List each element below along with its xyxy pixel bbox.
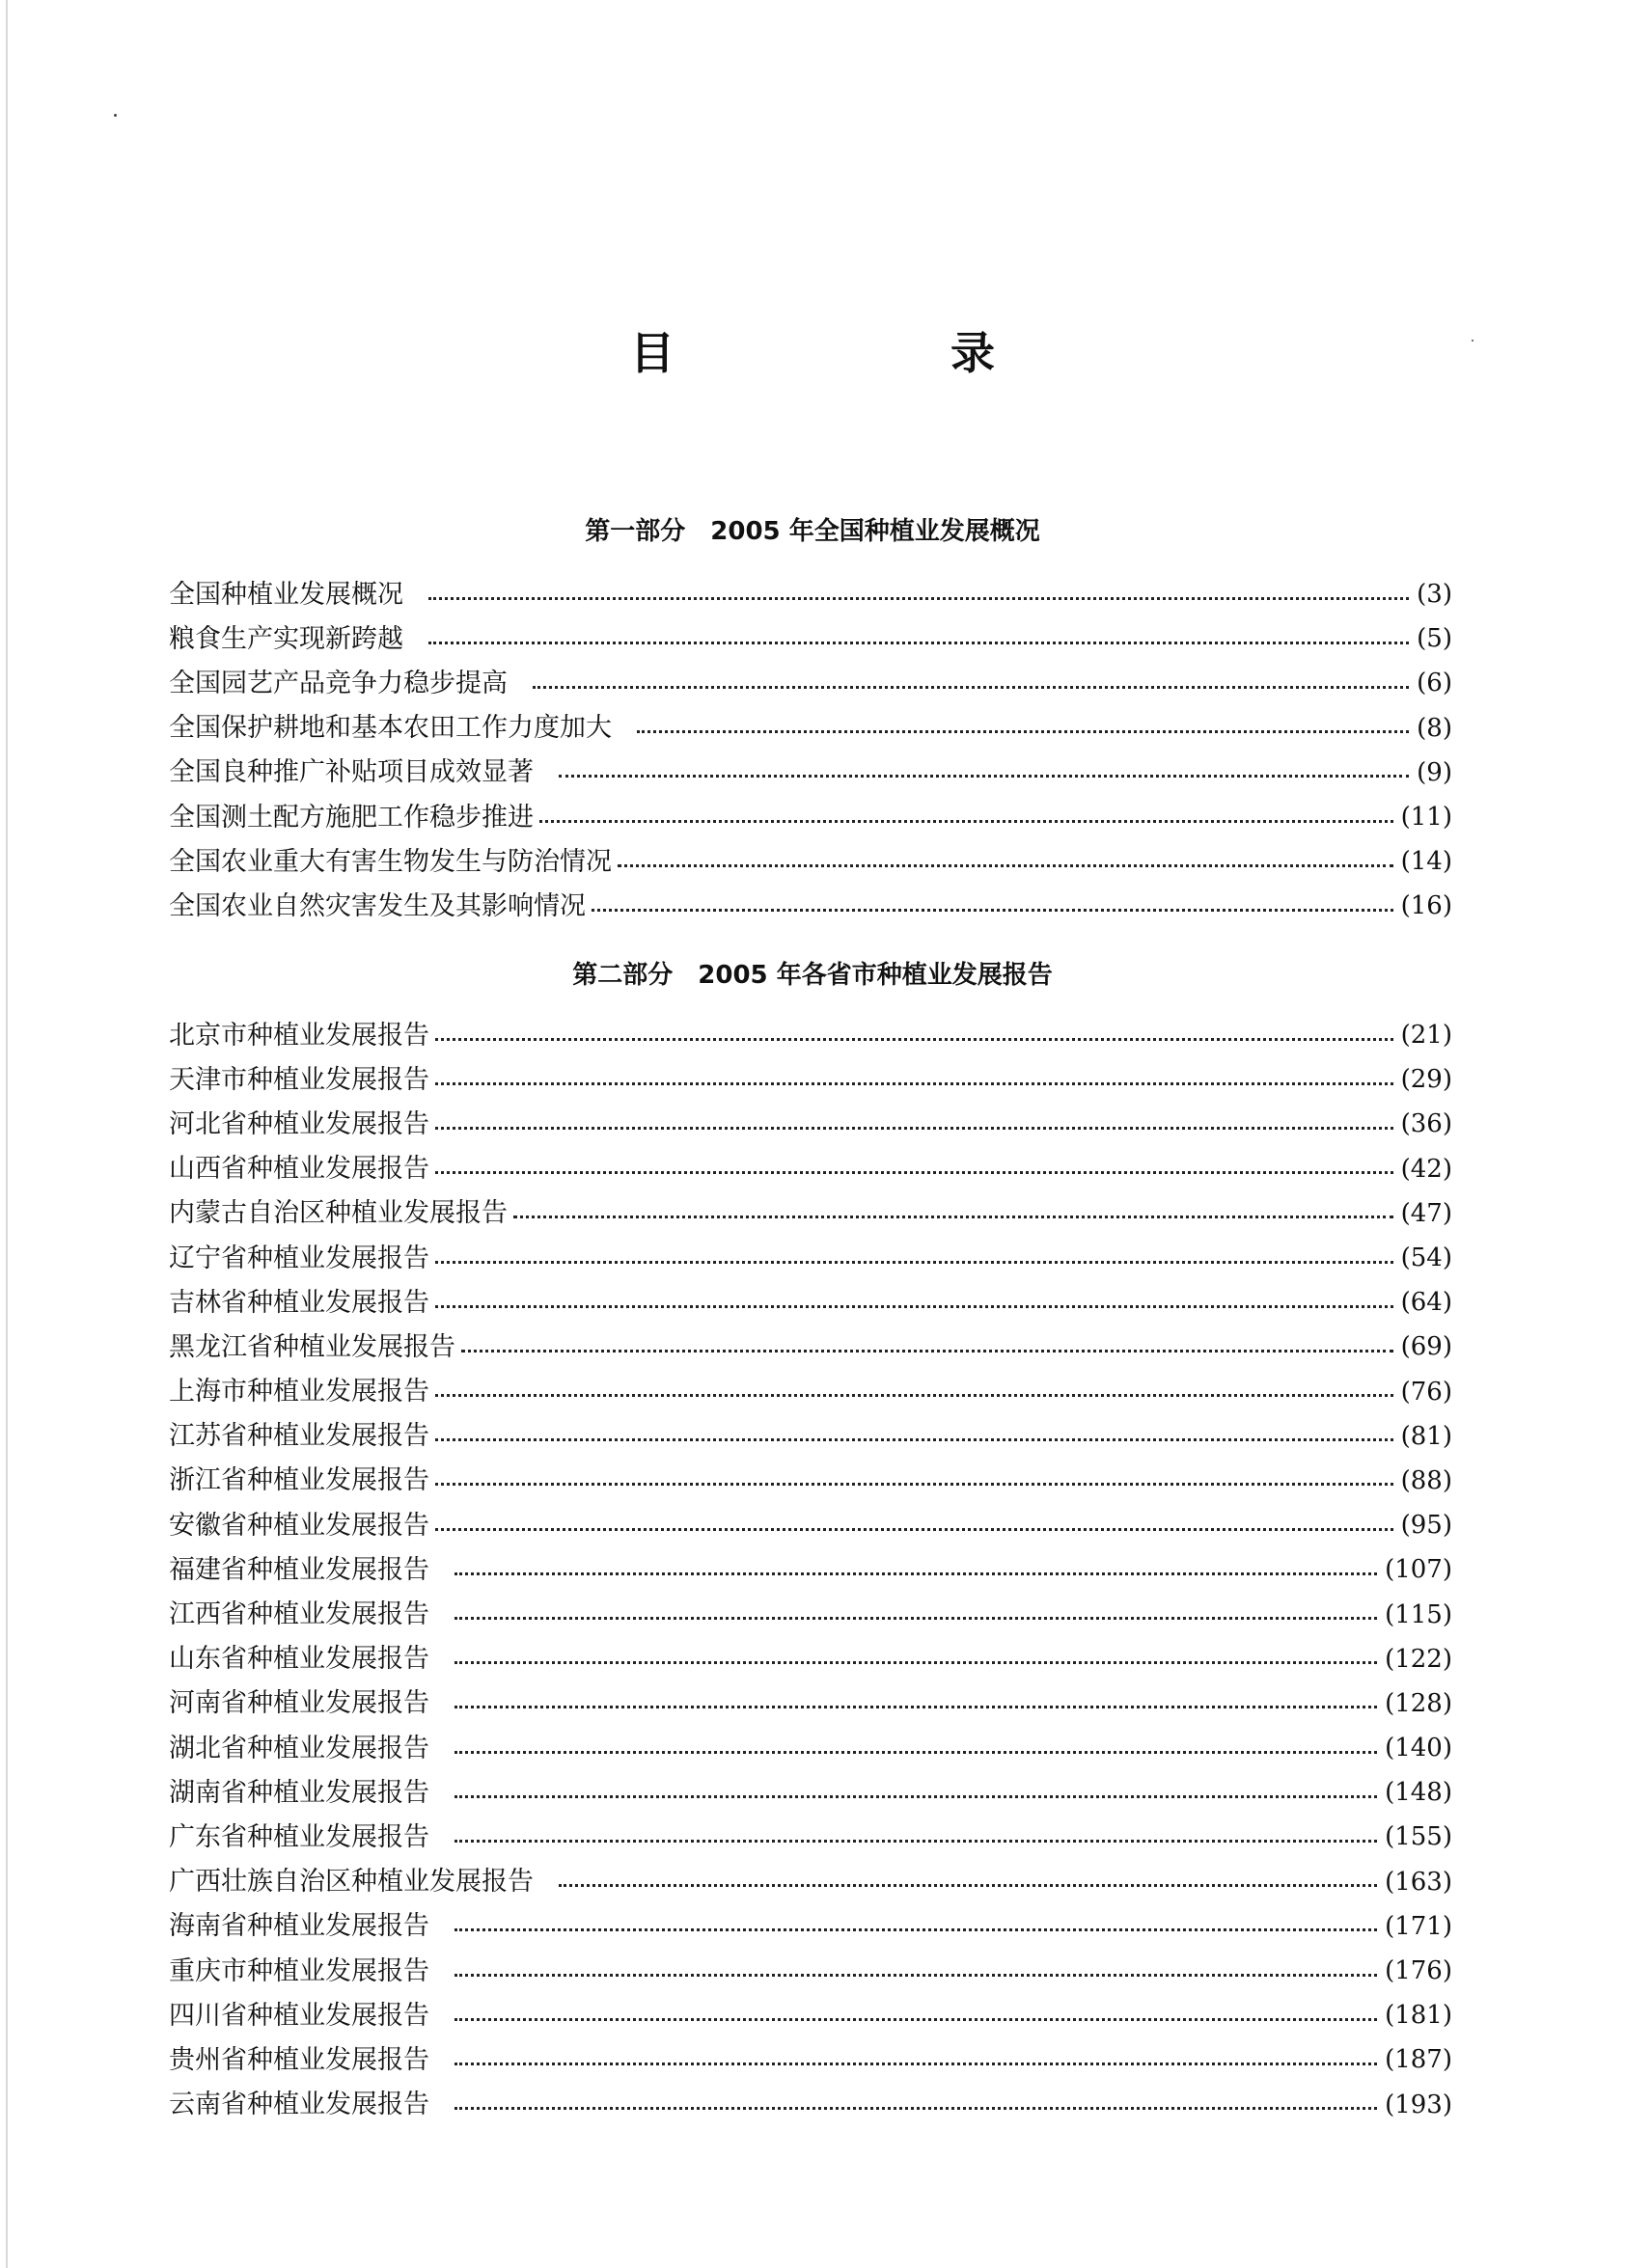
toc-entry-page: (107) bbox=[1385, 1555, 1452, 1585]
toc-entry-title: 吉林省种植业发展报告 bbox=[169, 1287, 429, 1318]
toc-dot-leader bbox=[428, 642, 1409, 644]
toc-entry-page: (42) bbox=[1400, 1154, 1452, 1184]
toc-dot-leader bbox=[435, 1394, 1393, 1397]
toc-entry bbox=[169, 1592, 1452, 1636]
toc-entry bbox=[169, 1503, 1452, 1547]
toc-entry-title: 全国测土配方施肥工作稳步推进 bbox=[169, 802, 534, 833]
toc-entry-page: (81) bbox=[1400, 1421, 1452, 1451]
toc-entry bbox=[169, 2037, 1452, 2082]
toc-dot-leader bbox=[435, 1305, 1393, 1308]
toc-entry-title: 内蒙古自治区种植业发展报告 bbox=[169, 1198, 508, 1229]
toc-entry-title: 全国农业重大有害生物发生与防治情况 bbox=[169, 846, 612, 877]
toc-entry-page: (140) bbox=[1385, 1734, 1452, 1763]
toc-entry bbox=[169, 1815, 1452, 1859]
toc-dot-leader bbox=[454, 1661, 1377, 1664]
toc-dot-leader bbox=[454, 1706, 1377, 1708]
toc-entry-title: 河北省种植业发展报告 bbox=[169, 1108, 429, 1139]
toc-entry-page: (8) bbox=[1417, 713, 1452, 743]
toc-entry-title: 山西省种植业发展报告 bbox=[169, 1154, 429, 1185]
toc-entry-title: 福建省种植业发展报告 bbox=[169, 1554, 429, 1585]
toc-entry-page: (163) bbox=[1385, 1867, 1452, 1897]
toc-dot-leader bbox=[559, 1884, 1377, 1887]
toc-entry bbox=[169, 1325, 1452, 1369]
toc-entry bbox=[169, 1057, 1452, 1102]
toc-entry-page: (88) bbox=[1400, 1465, 1452, 1495]
toc-entry-page: (187) bbox=[1385, 2045, 1452, 2075]
toc-entry-page: (14) bbox=[1400, 847, 1452, 877]
toc-entry-title: 全国园艺产品竞争力稳步提高 bbox=[169, 668, 508, 698]
toc-entry-title: 江苏省种植业发展报告 bbox=[169, 1421, 429, 1452]
toc-entry-page: (5) bbox=[1417, 624, 1452, 654]
toc-dot-leader bbox=[454, 2018, 1377, 2021]
toc-entry-title: 北京市种植业发展报告 bbox=[169, 1020, 429, 1051]
toc-entry bbox=[169, 1459, 1452, 1503]
toc-entry-title: 全国保护耕地和基本农田工作力度加大 bbox=[169, 713, 612, 744]
toc-dot-leader bbox=[435, 1438, 1393, 1441]
toc-dot-leader bbox=[428, 597, 1409, 600]
toc-dot-leader bbox=[435, 1261, 1393, 1264]
toc-entry bbox=[169, 1280, 1452, 1325]
toc-entry-page: (36) bbox=[1400, 1109, 1452, 1139]
toc-entry-page: (29) bbox=[1400, 1065, 1452, 1095]
toc-dot-leader bbox=[454, 1751, 1377, 1754]
toc-dot-leader bbox=[435, 1483, 1393, 1486]
toc-dot-leader bbox=[618, 864, 1393, 867]
toc-entry-page: (11) bbox=[1400, 803, 1452, 833]
toc-entry-page: (176) bbox=[1385, 1956, 1452, 1986]
toc-entry bbox=[169, 1904, 1452, 1949]
toc-entry-page: (6) bbox=[1417, 669, 1452, 698]
toc-entry-title: 云南省种植业发展报告 bbox=[169, 2090, 429, 2120]
toc-entry-page: (171) bbox=[1385, 1911, 1452, 1941]
toc-entry bbox=[169, 616, 1452, 661]
toc-dot-leader bbox=[533, 686, 1409, 689]
toc-entry-title: 重庆市种植业发展报告 bbox=[169, 1955, 429, 1986]
toc-entry-title: 辽宁省种植业发展报告 bbox=[169, 1243, 429, 1273]
toc-entry bbox=[169, 1949, 1452, 1993]
toc-entry bbox=[169, 1013, 1452, 1057]
toc-entry bbox=[169, 1191, 1452, 1236]
toc-entry-page: (76) bbox=[1400, 1377, 1452, 1407]
toc-dot-leader bbox=[454, 1974, 1377, 1977]
toc-entry bbox=[169, 1547, 1452, 1592]
toc-entry-title: 天津市种植业发展报告 bbox=[169, 1064, 429, 1095]
toc-entry-title: 浙江省种植业发展报告 bbox=[169, 1465, 429, 1496]
toc-entry bbox=[169, 751, 1452, 795]
page-title: 目 录 bbox=[630, 327, 1111, 379]
scan-speck bbox=[114, 114, 117, 117]
toc-entry bbox=[169, 1236, 1452, 1280]
toc-entry-title: 上海市种植业发展报告 bbox=[169, 1377, 429, 1407]
toc-entry-page: (69) bbox=[1400, 1332, 1452, 1362]
toc-entry-page: (3) bbox=[1417, 580, 1452, 610]
toc-entry-page: (193) bbox=[1385, 2090, 1452, 2119]
toc-entry bbox=[169, 1637, 1452, 1681]
toc-dot-leader bbox=[539, 820, 1393, 823]
toc-entry-page: (115) bbox=[1385, 1599, 1452, 1629]
toc-dot-leader bbox=[513, 1216, 1393, 1218]
toc-entry bbox=[169, 1370, 1452, 1414]
toc-entry bbox=[169, 572, 1452, 616]
part2-heading: 第二部分 2005 年各省市种植业发展报告 bbox=[572, 961, 1053, 990]
toc-entry-page: (148) bbox=[1385, 1778, 1452, 1808]
toc-entry bbox=[169, 839, 1452, 884]
toc-entry-title: 全国种植业发展概况 bbox=[169, 579, 403, 610]
toc-entry bbox=[169, 884, 1452, 928]
toc-entry-title: 湖南省种植业发展报告 bbox=[169, 1777, 429, 1808]
toc-entry-page: (181) bbox=[1385, 2001, 1452, 2031]
part1-heading: 第一部分 2005 年全国种植业发展概况 bbox=[585, 517, 1040, 546]
toc-entry bbox=[169, 2083, 1452, 2127]
toc-entry bbox=[169, 1770, 1452, 1815]
toc-dot-leader bbox=[454, 1572, 1377, 1575]
toc-entry-page: (47) bbox=[1400, 1198, 1452, 1228]
toc-entry-title: 全国良种推广补贴项目成效显著 bbox=[169, 757, 534, 788]
toc-entry-page: (9) bbox=[1417, 757, 1452, 787]
toc-dot-leader bbox=[454, 1840, 1377, 1843]
toc-entry bbox=[169, 1147, 1452, 1191]
toc-entry bbox=[169, 795, 1452, 839]
toc-entry bbox=[169, 1414, 1452, 1459]
toc-entry-page: (16) bbox=[1400, 891, 1452, 921]
toc-dot-leader bbox=[454, 2063, 1377, 2065]
toc-dot-leader bbox=[454, 1617, 1377, 1620]
toc-entry-page: (64) bbox=[1400, 1288, 1452, 1318]
toc-entry-title: 全国农业自然灾害发生及其影响情况 bbox=[169, 890, 586, 921]
toc-entry bbox=[169, 1726, 1452, 1770]
toc-entry-title: 广东省种植业发展报告 bbox=[169, 1821, 429, 1852]
toc-entry-page: (155) bbox=[1385, 1822, 1452, 1852]
toc-dot-leader bbox=[454, 1928, 1377, 1931]
toc-entry bbox=[169, 661, 1452, 705]
toc-dot-leader bbox=[435, 1171, 1393, 1174]
toc-entry bbox=[169, 1102, 1452, 1146]
toc-entry-page: (128) bbox=[1385, 1688, 1452, 1718]
toc-entry-page: (54) bbox=[1400, 1243, 1452, 1273]
toc-dot-leader bbox=[435, 1127, 1393, 1130]
part1-toc bbox=[169, 572, 1452, 929]
toc-entry-page: (122) bbox=[1385, 1644, 1452, 1674]
toc-entry-title: 河南省种植业发展报告 bbox=[169, 1688, 429, 1719]
toc-entry-title: 山东省种植业发展报告 bbox=[169, 1644, 429, 1675]
toc-entry-page: (95) bbox=[1400, 1511, 1452, 1541]
toc-dot-leader bbox=[637, 730, 1409, 733]
toc-dot-leader bbox=[461, 1350, 1393, 1353]
toc-entry-title: 广西壮族自治区种植业发展报告 bbox=[169, 1867, 534, 1898]
toc-entry-page: (21) bbox=[1400, 1021, 1452, 1051]
toc-dot-leader bbox=[592, 909, 1393, 912]
toc-entry bbox=[169, 1993, 1452, 2037]
toc-dot-leader bbox=[435, 1038, 1393, 1041]
toc-entry-title: 海南省种植业发展报告 bbox=[169, 1911, 429, 1942]
toc-dot-leader bbox=[454, 1795, 1377, 1798]
toc-dot-leader bbox=[435, 1528, 1393, 1531]
toc-entry-title: 贵州省种植业发展报告 bbox=[169, 2044, 429, 2075]
toc-dot-leader bbox=[454, 2107, 1377, 2110]
toc-entry-title: 四川省种植业发展报告 bbox=[169, 2000, 429, 2031]
toc-dot-leader bbox=[435, 1082, 1393, 1085]
toc-entry bbox=[169, 1681, 1452, 1726]
toc-entry-title: 黑龙江省种植业发展报告 bbox=[169, 1331, 455, 1362]
toc-entry bbox=[169, 1860, 1452, 1904]
toc-dot-leader bbox=[559, 775, 1409, 778]
toc-entry-title: 湖北省种植业发展报告 bbox=[169, 1733, 429, 1763]
toc-entry-title: 粮食生产实现新跨越 bbox=[169, 623, 403, 654]
toc-entry-title: 江西省种植业发展报告 bbox=[169, 1599, 429, 1630]
toc-entry-title: 安徽省种植业发展报告 bbox=[169, 1510, 429, 1541]
part2-toc bbox=[169, 1013, 1452, 2127]
toc-entry bbox=[169, 706, 1452, 751]
